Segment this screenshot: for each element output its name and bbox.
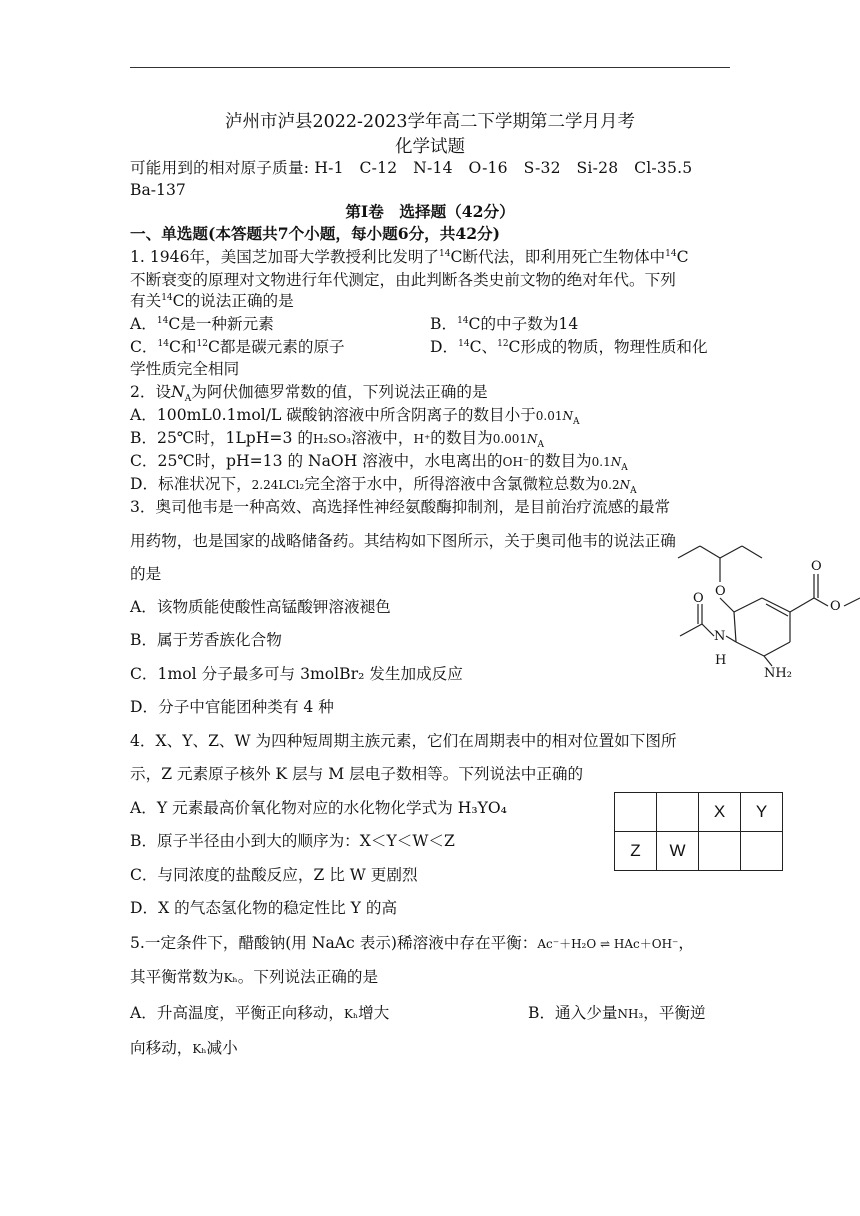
periodic-table-fragment: [614, 792, 783, 871]
q4-option-c: C．与同浓度的盐酸反应，Z 比 W 更剧烈: [130, 866, 418, 884]
amine-label: NH₂: [764, 666, 792, 680]
table-cell: W: [657, 832, 699, 871]
q1-option-a: A．$^{14}$C是一种新元素: [130, 315, 274, 333]
table-cell: [699, 832, 741, 871]
exam-subtitle: 化学试题: [395, 137, 465, 157]
q5-stem-line1: 5.一定条件下，醋酸钠(用 NaAc 表示)稀溶液中存在平衡：Ac⁻＋H₂O ⇌ HAc＋OH⁻，: [130, 934, 694, 952]
atomic-masses: 可能用到的相对原子质量: H-1 C-12 N-14 O-16 S-32 Si-28 Cl-35.5: [130, 159, 693, 177]
q2-option-a: A．100mL0.1mol/L 碳酸钠溶液中所含阴离子的数目小于$0.01N_A$: [130, 406, 580, 428]
q3-option-d: D．分子中官能团种类有 4 种: [130, 698, 334, 716]
q1-option-c: C．$^{14}$C和$^{12}$C都是碳元素的原子: [130, 338, 345, 356]
exam-title: 泸州市泸县2022-2023学年高二下学期第二学月月考: [225, 112, 635, 132]
q5-option-a: A．升高温度，平衡正向移动，Kₕ增大: [130, 1004, 390, 1022]
q4-option-b: B．原子半径由小到大的顺序为：X＜Y＜W＜Z: [130, 832, 455, 850]
amide-nitrogen-label: N: [714, 629, 726, 644]
q3-option-b: B．属于芳香族化合物: [130, 631, 282, 649]
q1-option-b: B．$^{14}$C的中子数为14: [430, 315, 579, 333]
oseltamivir-structure: [668, 540, 860, 680]
q3-stem-line1: 3．奥司他韦是一种高效、高选择性神经氨酸酶抑制剂，是目前治疗流感的最常: [130, 498, 671, 516]
part-heading: 一、单选题(本答题共7个小题，每小题6分，共42分): [130, 224, 501, 243]
q3-stem-line3: 的是: [130, 565, 162, 583]
table-cell: [657, 793, 699, 832]
q3-option-a: A．该物质能使酸性高锰酸钾溶液褪色: [130, 598, 391, 616]
q4-option-a: A．Y 元素最高价氧化物对应的水化物化学式为 H₃YO₄: [130, 799, 507, 817]
q4-stem-line2: 示，Z 元素原子核外 K 层与 M 层电子数相等。下列说法中正确的: [130, 765, 584, 783]
q3-option-c: C．1mol 分子最多可与 3molBr₂ 发生加成反应: [130, 665, 463, 683]
q1-stem-line2: 不断衰变的原理对文物进行年代测定，由此判断各类史前文物的绝对年代。下列: [130, 271, 676, 289]
q4-stem-line1: 4．X、Y、Z、W 为四种短周期主族元素，它们在周期表中的相对位置如下图所: [130, 732, 677, 750]
header-rule: [130, 67, 730, 68]
ether-oxygen-label: O: [715, 584, 726, 599]
table-cell: X: [699, 793, 741, 832]
carbonyl-oxygen-label: O: [811, 559, 822, 574]
section-heading: 第Ⅰ卷 选择题（42分）: [345, 202, 515, 221]
q5-option-b-cont: 向移动，Kₕ减小: [130, 1039, 238, 1057]
table-row: [615, 793, 783, 832]
table-cell: Z: [615, 832, 657, 871]
q1-stem-line1: 1. 1946年，美国芝加哥大学教授利比发明了$^{14}$C断代法，即利用死亡生物体中$^{14}$C: [130, 248, 689, 266]
q2-option-c: C．25℃时，pH=13 的 NaOH 溶液中，水电离出的OH⁻的数目为$0.1N_A$: [130, 452, 628, 474]
ester-oxygen-label: O: [830, 599, 841, 614]
table-cell: [741, 832, 783, 871]
q2-option-b: B．25℃时，1LpH=3 的H₂SO₃溶液中，H⁺的数目为$0.001N_A$: [130, 429, 545, 451]
q3-stem-line2: 用药物，也是国家的战略储备药。其结构如下图所示，关于奥司他韦的说法正确: [130, 532, 676, 550]
amide-oxygen-label: O: [693, 591, 704, 606]
amide-hydrogen-label: H: [715, 653, 727, 668]
q5-stem-line2: 其平衡常数为Kₕ。下列说法正确的是: [130, 968, 379, 986]
q4-option-d: D．X 的气态氢化物的稳定性比 Y 的高: [130, 899, 398, 917]
q2-stem: 2．设$N_A$为阿伏伽德罗常数的值，下列说法正确的是: [130, 383, 488, 405]
table-cell: Y: [741, 793, 783, 832]
table-cell: [615, 793, 657, 832]
q1-stem-line3: 有关$^{14}$C的说法正确的是: [130, 292, 294, 310]
q2-option-d: D．标准状况下，2.24LCl₂完全溶于水中，所得溶液中含氯微粒总数为$0.2N_A$: [130, 475, 637, 497]
q1-option-d: D．$^{14}$C、$^{12}$C形成的物质，物理性质和化: [430, 338, 708, 356]
atomic-masses-cont: Ba-137: [130, 181, 186, 199]
table-row: [615, 832, 783, 871]
q5-option-b: B．通入少量NH₃，平衡逆: [528, 1004, 706, 1022]
q1-option-d-cont: 学性质完全相同: [130, 360, 240, 378]
